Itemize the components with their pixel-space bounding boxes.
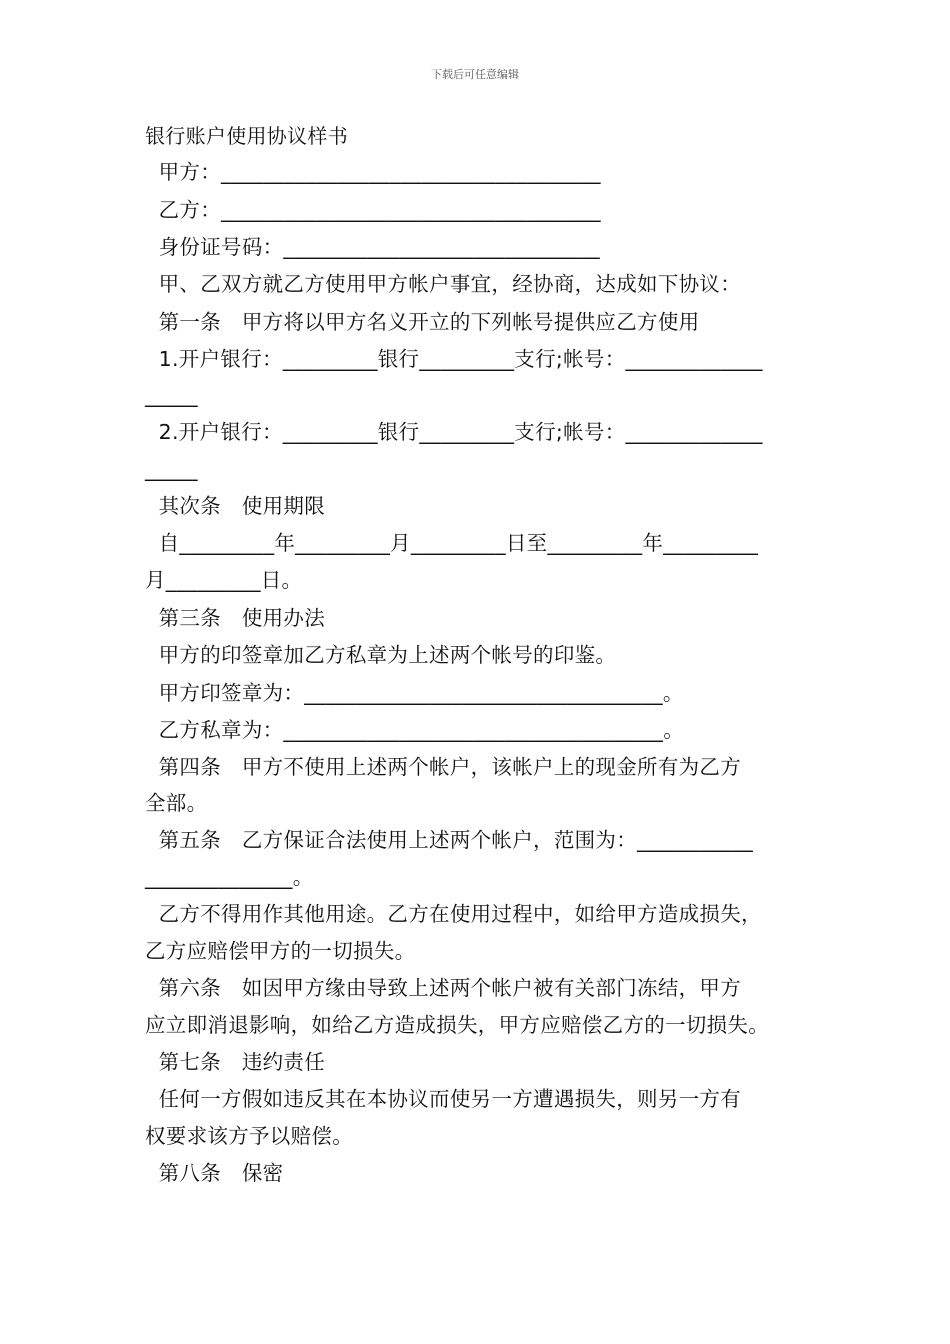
preamble-line: 甲、乙双方就乙方使用甲方帐户事宜，经协商，达成如下协议： [145, 272, 742, 296]
party-a-seal-line: 甲方印签章为：__________________________________。 [145, 681, 684, 705]
account-1-continuation: _____ [145, 383, 198, 407]
article-5-continuation: ______________。 [145, 865, 314, 889]
seal-description: 甲方的印签章加乙方私章为上述两个帐号的印鉴。 [145, 643, 617, 667]
id-number-line: 身份证号码：______________________________ [145, 235, 600, 259]
article-4-line: 第四条 甲方不使用上述两个帐户，该帐户上的现金所有为乙方 [145, 755, 742, 779]
party-b-seal-line: 乙方私章为：____________________________________。 [145, 718, 685, 742]
article-6-line: 第六条 如因甲方缘由导致上述两个帐户被有关部门冻结，甲方 [145, 976, 742, 1000]
usage-restriction-line: 乙方不得用作其他用途。乙方在使用过程中，如给甲方造成损失， [145, 902, 762, 926]
article-1-heading: 第一条 甲方将以甲方名义开立的下列帐号提供应乙方使用 [145, 310, 700, 334]
account-2-line: 2.开户银行：_________银行_________支行;帐号：_____________ [145, 420, 763, 444]
breach-continuation: 权要求该方予以赔偿。 [145, 1124, 353, 1148]
usage-restriction-continuation: 乙方应赔偿甲方的一切损失。 [145, 939, 416, 963]
article-8-heading: 第八条 保密 [145, 1161, 284, 1185]
breach-line: 任何一方假如违反其在本协议而使另一方遭遇损失，则另一方有 [145, 1087, 742, 1111]
page-header-note: 下载后可任意编辑 [431, 68, 519, 81]
account-1-line: 1.开户银行：_________银行_________支行;帐号：_____________ [145, 347, 763, 371]
period-line: 自_________年_________月_________日至_________年_________ [145, 531, 759, 555]
account-2-continuation: _____ [145, 457, 198, 481]
document-title: 银行账户使用协议样书 [145, 124, 348, 148]
party-b-line: 乙方：____________________________________ [145, 198, 601, 222]
article-4-continuation: 全部。 [145, 791, 208, 815]
article-6-continuation: 应立即消退影响，如给乙方造成损失，甲方应赔偿乙方的一切损失。 [145, 1013, 769, 1037]
party-a-line: 甲方：____________________________________ [145, 160, 601, 184]
period-continuation: 月_________日。 [145, 568, 303, 592]
article-5-line: 第五条 乙方保证合法使用上述两个帐户，范围为：___________ [145, 828, 754, 852]
article-7-heading: 第七条 违约责任 [145, 1050, 326, 1074]
article-3-heading: 第三条 使用办法 [145, 606, 326, 630]
article-2-heading: 其次条 使用期限 [145, 494, 326, 518]
